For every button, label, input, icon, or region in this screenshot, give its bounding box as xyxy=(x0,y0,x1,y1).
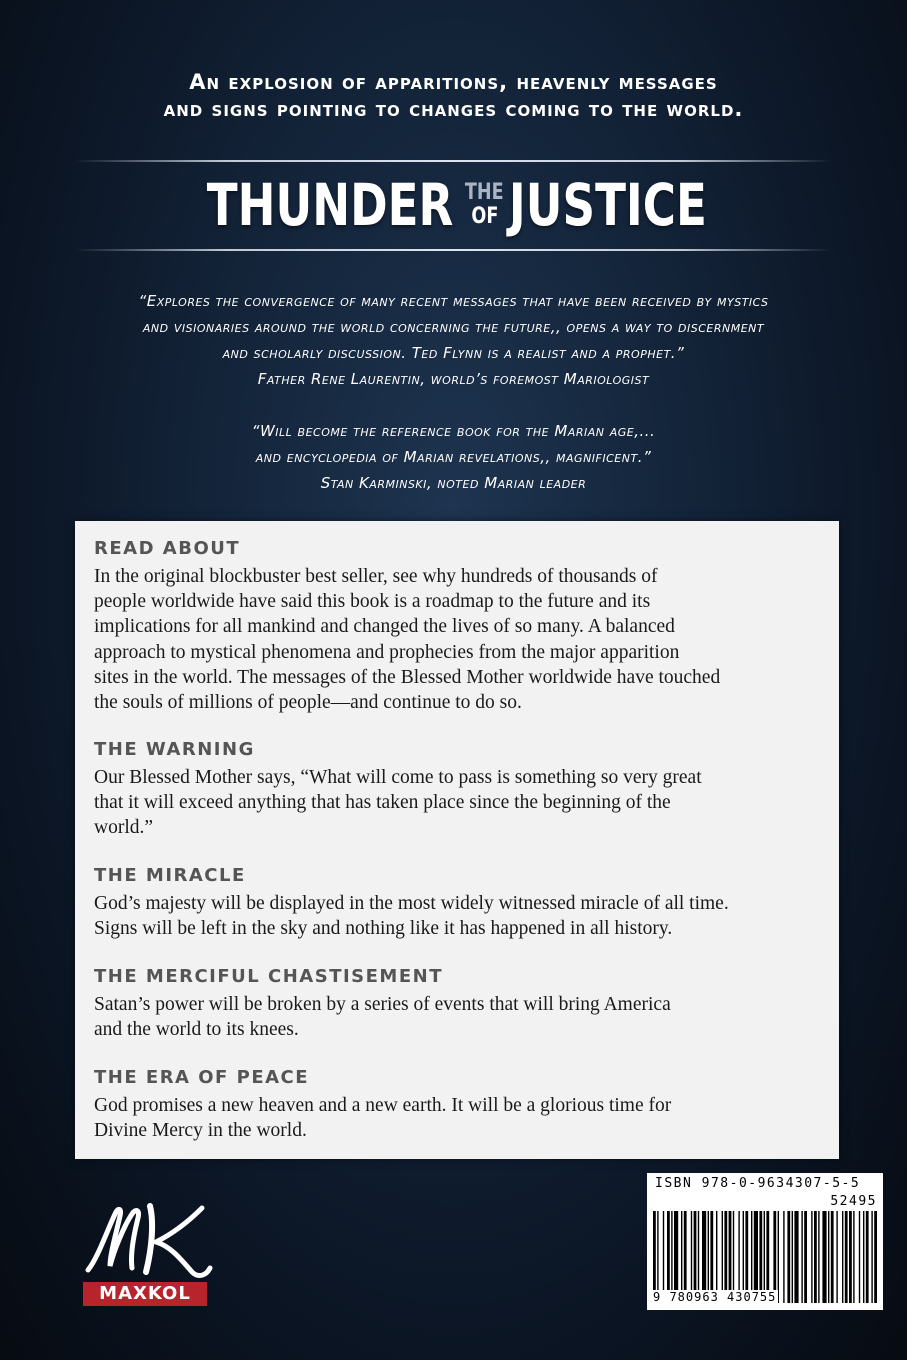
quote-attribution: Father Rene Laurentin, world’s foremost Mariologist xyxy=(257,370,650,388)
title-top-rule xyxy=(75,160,832,162)
section-body-read-about xyxy=(94,564,829,715)
publisher-monogram-logo xyxy=(80,1198,220,1280)
barcode-bar xyxy=(831,1211,834,1303)
ean-number: 9 780963 430755 xyxy=(653,1290,777,1304)
endorsement-quote-1 xyxy=(40,288,867,392)
body-line: Divine Mercy in the world. xyxy=(94,1120,307,1142)
barcode-bar xyxy=(842,1211,843,1303)
isbn-barcode xyxy=(647,1173,883,1310)
barcode-bar xyxy=(783,1211,784,1303)
section-body-the-era-of-peace xyxy=(94,1093,829,1143)
body-line: sites in the world. The messages of the Blessed Mother worldwide have touched xyxy=(94,666,721,688)
description-panel xyxy=(75,521,839,1159)
tagline-line-1: An explosion of apparitions, heavenly messages xyxy=(189,70,718,94)
barcode-bar xyxy=(811,1211,812,1303)
title-bottom-rule xyxy=(75,249,832,251)
barcode-bar xyxy=(871,1211,872,1303)
quote-line: “Will become the reference book for the Marian age,... xyxy=(251,422,656,440)
quote-attribution: Stan Karminski, noted Marian leader xyxy=(320,474,587,492)
publisher-name-logo: MAXKOL xyxy=(83,1282,207,1306)
barcode-bar xyxy=(874,1211,877,1303)
barcode-bar xyxy=(801,1211,802,1303)
tagline-line-2: and signs pointing to changes coming to the world. xyxy=(163,97,744,121)
barcode-bar xyxy=(794,1211,798,1303)
barcode-bar xyxy=(828,1211,829,1303)
body-line: In the original blockbuster best seller, see why hundreds of thousands of xyxy=(94,566,658,587)
body-line: that it will exceed anything that has taken place since the beginning of the xyxy=(94,792,671,814)
body-line: the souls of millions of people—and continue to do so. xyxy=(94,692,522,714)
section-heading-read-about: READ ABOUT xyxy=(94,538,241,559)
barcode-bar xyxy=(863,1211,864,1303)
barcode-bar xyxy=(822,1211,826,1303)
body-line: world.” xyxy=(94,817,154,839)
price-code: 52495 xyxy=(830,1194,877,1209)
section-body-the-miracle xyxy=(94,891,829,941)
section-body-the-warning xyxy=(94,765,829,841)
section-heading-the-miracle: THE MIRACLE xyxy=(94,865,246,886)
body-line: people worldwide have said this book is a roadmap to the future and its xyxy=(94,591,651,613)
title-small-words xyxy=(460,182,508,228)
barcode-bar xyxy=(845,1211,848,1303)
barcode-bar xyxy=(814,1211,817,1303)
quote-line: and scholarly discussion. Ted Flynn is a realist and a prophet.” xyxy=(222,344,685,362)
title-word-the: THE xyxy=(465,180,505,205)
quote-line: and encyclopedia of Marian revelations,, magnificent.” xyxy=(255,448,652,466)
section-heading-the-merciful-chastisement: THE MERCIFUL CHASTISEMENT xyxy=(94,966,443,987)
title-word-of: OF xyxy=(471,204,499,229)
title-word-justice: JUSTICE xyxy=(508,171,707,239)
mk-script-icon xyxy=(80,1198,220,1280)
body-line: Our Blessed Mother says, “What will come to pass is something so very great xyxy=(94,767,702,788)
barcode-bar xyxy=(866,1211,869,1303)
body-line: approach to mystical phenomena and prophecies from the major apparition xyxy=(94,641,680,663)
barcode-bar xyxy=(853,1211,854,1303)
barcode-bar xyxy=(787,1211,790,1303)
endorsement-quote-2 xyxy=(40,418,867,496)
book-title xyxy=(0,170,907,240)
quote-line: and visionaries around the world concerning the future,, opens a way to discernment xyxy=(142,318,765,336)
title-word-thunder: THUNDER xyxy=(207,171,454,239)
barcode-bar xyxy=(804,1211,807,1303)
body-line: Satan’s power will be broken by a series of events that will bring America xyxy=(94,994,671,1015)
barcode-bar xyxy=(792,1211,793,1303)
body-line: God promises a new heaven and a new earth. It will be a glorious time for xyxy=(94,1095,672,1116)
quote-line: “Explores the convergence of many recent messages that have been received by mystics xyxy=(138,292,769,310)
body-line: implications for all mankind and changed the lives of so many. A balanced xyxy=(94,616,675,638)
body-line: and the world to its knees. xyxy=(94,1019,299,1041)
section-heading-the-era-of-peace: THE ERA OF PEACE xyxy=(94,1067,310,1088)
barcode-bar xyxy=(818,1211,819,1303)
barcode-bar xyxy=(859,1211,860,1303)
isbn-number: ISBN 978-0-9634307-5-5 xyxy=(655,1176,861,1191)
section-body-the-merciful-chastisement xyxy=(94,992,829,1042)
body-line: Signs will be left in the sky and nothing like it has happened in all history. xyxy=(94,918,673,940)
body-line: God’s majesty will be displayed in the most widely witnessed miracle of all time. xyxy=(94,893,729,914)
barcode-bar xyxy=(836,1211,837,1303)
section-heading-the-warning: THE WARNING xyxy=(94,739,255,760)
barcode-bar xyxy=(849,1211,852,1303)
